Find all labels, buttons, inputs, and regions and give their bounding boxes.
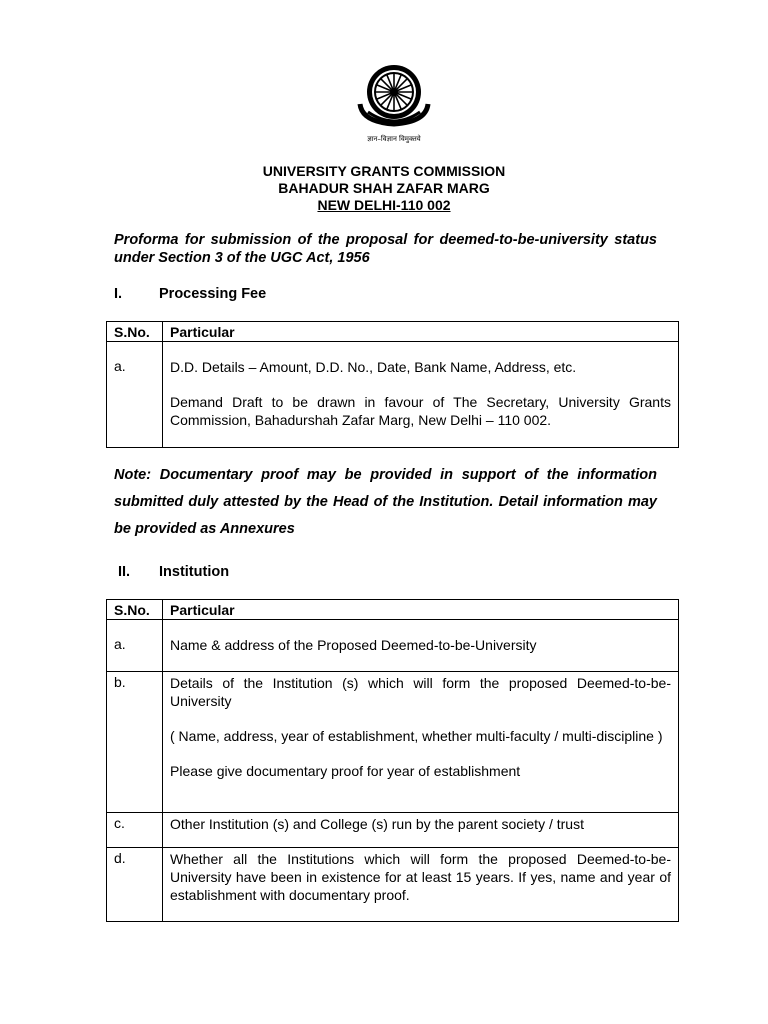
row-sno: a. <box>107 342 163 448</box>
table-row <box>107 620 679 672</box>
processing-fee-table <box>106 321 679 448</box>
row-particular: Whether all the Institutions which will form the proposed Deemed-to-be-University have been in existence for at least 15 years. If yes, name and year of establishment with documentary proof. <box>170 851 671 903</box>
row-sno: a. <box>107 620 163 672</box>
row-particular-note: Demand Draft to be drawn in favour of The Secretary, University Grants Commission, Bahadurshah Zafar Marg, New Delhi – 110 002. <box>170 394 671 428</box>
section-2-number: II. <box>118 564 131 580</box>
row-sno: d. <box>107 848 163 922</box>
section-1-number: I. <box>114 286 123 302</box>
table-row <box>107 813 679 848</box>
emblem <box>354 60 434 144</box>
note-paragraph: Note: Documentary proof may be provided in support of the information submitted duly attested by the Head of the Institution. Detail information may be provided as Annexures <box>114 467 657 537</box>
section-2-heading <box>118 564 229 580</box>
table-row <box>107 848 679 922</box>
table-header-row <box>107 600 679 620</box>
row-particular: Details of the Institution (s) which will form the proposed Deemed-to-be-University <box>170 675 671 709</box>
section-2-title: Institution <box>159 564 230 580</box>
col-sno-header: S.No. <box>107 600 163 620</box>
row-particular-proof: Please give documentary proof for year of establishment <box>170 763 521 779</box>
header-line-2: BAHADUR SHAH ZAFAR MARG <box>278 180 490 196</box>
row-particular-detail: ( Name, address, year of establishment, whether multi-faculty / multi-discipline ) <box>170 728 663 744</box>
header-line-1: UNIVERSITY GRANTS COMMISSION <box>262 163 506 179</box>
document-title: Proforma for submission of the proposal for deemed-to-be-university status under Section 3 of the UGC Act, 1956 <box>114 232 657 266</box>
table-row <box>107 672 679 813</box>
section-1-heading <box>114 286 266 302</box>
row-particular: Other Institution (s) and College (s) run by the parent society / trust <box>170 816 584 832</box>
ugc-emblem-icon <box>354 60 434 132</box>
section-1-title: Processing Fee <box>159 286 267 302</box>
row-particular: D.D. Details – Amount, D.D. No., Date, Bank Name, Address, etc. <box>170 359 577 375</box>
letterhead <box>0 163 768 214</box>
row-sno: b. <box>107 672 163 813</box>
col-particular-header: Particular <box>163 600 679 620</box>
col-sno-header: S.No. <box>107 322 163 342</box>
emblem-motto: ज्ञान–विज्ञान विमुक्तये <box>367 135 421 143</box>
col-particular-header: Particular <box>163 322 679 342</box>
row-particular: Name & address of the Proposed Deemed-to-be-University <box>170 637 537 653</box>
table-header-row <box>107 322 679 342</box>
row-sno: c. <box>107 813 163 848</box>
header-line-3: NEW DELHI-110 002 <box>317 197 451 213</box>
institution-table <box>106 599 679 922</box>
table-row <box>107 342 679 448</box>
